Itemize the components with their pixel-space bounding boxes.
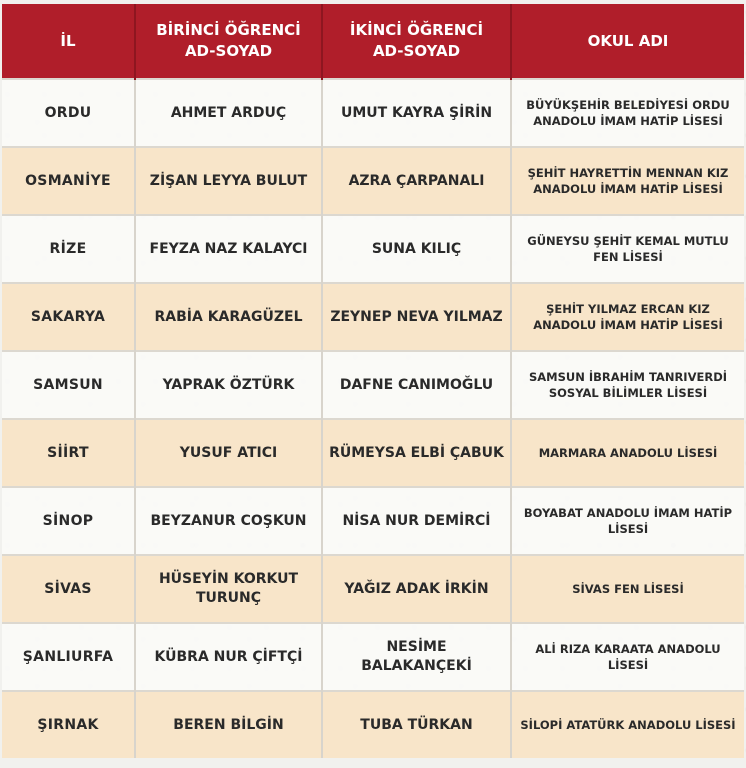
header-row	[2, 4, 744, 79]
cell-okul: SİVAS FEN LİSESİ	[511, 555, 744, 623]
cell-student2: AZRA ÇARPANALI	[322, 147, 511, 215]
cell-student1: HÜSEYİN KORKUT TURUNÇ	[135, 555, 322, 623]
header-student2-line1: İKİNCİ ÖĞRENCİ	[349, 21, 484, 39]
table-row	[2, 79, 744, 147]
cell-il: ŞIRNAK	[2, 691, 135, 758]
cell-okul: SİLOPİ ATATÜRK ANADOLU LİSESİ	[511, 691, 744, 758]
cell-il: SAKARYA	[2, 283, 135, 351]
cell-il: SİNOP	[2, 487, 135, 555]
cell-student1: ZİŞAN LEYYA BULUT	[135, 147, 322, 215]
cell-il: ORDU	[2, 79, 135, 147]
cell-il: SAMSUN	[2, 351, 135, 419]
cell-okul: GÜNEYSU ŞEHİT KEMAL MUTLU FEN LİSESİ	[511, 215, 744, 283]
cell-student2: YAĞIZ ADAK İRKİN	[322, 555, 511, 623]
table-row	[2, 215, 744, 283]
table-row	[2, 351, 744, 419]
table-row	[2, 487, 744, 555]
cell-student1: KÜBRA NUR ÇİFTÇİ	[135, 623, 322, 691]
header-student1	[135, 4, 322, 79]
table-row	[2, 419, 744, 487]
cell-student1: FEYZA NAZ KALAYCI	[135, 215, 322, 283]
cell-student1: BEREN BİLGİN	[135, 691, 322, 758]
cell-student1: BEYZANUR COŞKUN	[135, 487, 322, 555]
cell-il: SİVAS	[2, 555, 135, 623]
cell-student1: RABİA KARAGÜZEL	[135, 283, 322, 351]
header-okul: OKUL ADI	[511, 4, 744, 79]
cell-student2: SUNA KILIÇ	[322, 215, 511, 283]
cell-okul: ALİ RIZA KARAATA ANADOLU LİSESİ	[511, 623, 744, 691]
cell-student2: TUBA TÜRKAN	[322, 691, 511, 758]
cell-okul: MARMARA ANADOLU LİSESİ	[511, 419, 744, 487]
students-table	[2, 4, 744, 758]
cell-il: SİİRT	[2, 419, 135, 487]
cell-okul: ŞEHİT HAYRETTİN MENNAN KIZ ANADOLU İMAM HATİP LİSESİ	[511, 147, 744, 215]
cell-il: OSMANİYE	[2, 147, 135, 215]
cell-student1: AHMET ARDUÇ	[135, 79, 322, 147]
header-student2-line2: AD-SOYAD	[372, 42, 461, 60]
cell-student2: DAFNE CANIMOĞLU	[322, 351, 511, 419]
cell-il: ŞANLIURFA	[2, 623, 135, 691]
cell-student1: YUSUF ATICI	[135, 419, 322, 487]
table-row	[2, 623, 744, 691]
table-row	[2, 691, 744, 758]
cell-student2: UMUT KAYRA ŞİRİN	[322, 79, 511, 147]
header-student1-line2: AD-SOYAD	[184, 42, 273, 60]
cell-student2: RÜMEYSA ELBİ ÇABUK	[322, 419, 511, 487]
header-student1-line1: BİRİNCİ ÖĞRENCİ	[156, 21, 301, 39]
cell-okul: BÜYÜKŞEHİR BELEDİYESİ ORDU ANADOLU İMAM HATİP LİSESİ	[511, 79, 744, 147]
cell-student2: NESİME BALAKANÇEKİ	[322, 623, 511, 691]
cell-okul: SAMSUN İBRAHİM TANRIVERDİ SOSYAL BİLİMLER LİSESİ	[511, 351, 744, 419]
table-row	[2, 147, 744, 215]
cell-student2: ZEYNEP NEVA YILMAZ	[322, 283, 511, 351]
header-student2	[322, 4, 511, 79]
table-row	[2, 283, 744, 351]
cell-student2: NİSA NUR DEMİRCİ	[322, 487, 511, 555]
cell-okul: ŞEHİT YILMAZ ERCAN KIZ ANADOLU İMAM HATİP LİSESİ	[511, 283, 744, 351]
cell-student1: YAPRAK ÖZTÜRK	[135, 351, 322, 419]
cell-okul: BOYABAT ANADOLU İMAM HATİP LİSESİ	[511, 487, 744, 555]
cell-il: RİZE	[2, 215, 135, 283]
table-row	[2, 555, 744, 623]
header-il: İL	[2, 4, 135, 79]
